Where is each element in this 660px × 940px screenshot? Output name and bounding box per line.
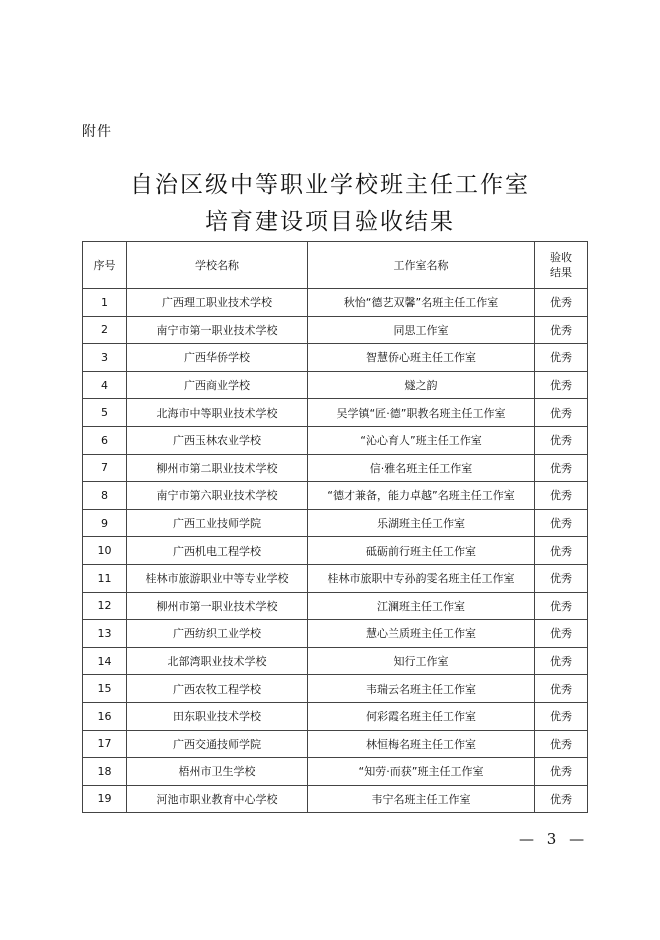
table-row — [83, 537, 588, 565]
cell-school: 梧州市卫生学校 — [127, 758, 308, 786]
cell-school: 广西机电工程学校 — [127, 537, 308, 565]
cell-result: 优秀 — [535, 675, 588, 703]
cell-result: 优秀 — [535, 564, 588, 592]
cell-result: 优秀 — [535, 620, 588, 648]
cell-no: 13 — [83, 620, 127, 648]
table-row — [83, 592, 588, 620]
cell-no: 8 — [83, 482, 127, 510]
table-row — [83, 730, 588, 758]
cell-result: 优秀 — [535, 344, 588, 372]
cell-no: 10 — [83, 537, 127, 565]
cell-studio: 桂林市旅职中专孙韵雯名班主任工作室 — [308, 564, 535, 592]
attachment-label: 附件 — [82, 124, 112, 140]
cell-result: 优秀 — [535, 537, 588, 565]
cell-result: 优秀 — [535, 426, 588, 454]
header-school: 学校名称 — [127, 242, 308, 289]
cell-studio: 砥砺前行班主任工作室 — [308, 537, 535, 565]
cell-school: 柳州市第一职业技术学校 — [127, 592, 308, 620]
document-title-line-1: 自治区级中等职业学校班主任工作室 — [130, 172, 530, 198]
cell-studio: 慧心兰质班主任工作室 — [308, 620, 535, 648]
cell-studio: 同思工作室 — [308, 316, 535, 344]
cell-result: 优秀 — [535, 758, 588, 786]
cell-school: 北海市中等职业技术学校 — [127, 399, 308, 427]
cell-school: 河池市职业教育中心学校 — [127, 785, 308, 813]
cell-no: 9 — [83, 509, 127, 537]
cell-studio: 何彩霞名班主任工作室 — [308, 702, 535, 730]
cell-studio: 信·雅名班主任工作室 — [308, 454, 535, 482]
cell-no: 17 — [83, 730, 127, 758]
cell-studio: 知行工作室 — [308, 647, 535, 675]
table-row — [83, 758, 588, 786]
cell-result: 优秀 — [535, 399, 588, 427]
table-row — [83, 482, 588, 510]
cell-no: 14 — [83, 647, 127, 675]
cell-no: 2 — [83, 316, 127, 344]
cell-result: 优秀 — [535, 647, 588, 675]
table-row — [83, 509, 588, 537]
table-row — [83, 454, 588, 482]
cell-result: 优秀 — [535, 454, 588, 482]
cell-studio: “沁心育人”班主任工作室 — [308, 426, 535, 454]
page-number: — 3 — — [519, 830, 589, 848]
cell-no: 5 — [83, 399, 127, 427]
header-result: 验收 结果 — [535, 242, 588, 289]
cell-school: 广西玉林农业学校 — [127, 426, 308, 454]
cell-result: 优秀 — [535, 482, 588, 510]
cell-result: 优秀 — [535, 371, 588, 399]
cell-no: 15 — [83, 675, 127, 703]
cell-result: 优秀 — [535, 702, 588, 730]
cell-studio: 智慧侨心班主任工作室 — [308, 344, 535, 372]
cell-school: 广西华侨学校 — [127, 344, 308, 372]
cell-school: 广西农牧工程学校 — [127, 675, 308, 703]
cell-no: 6 — [83, 426, 127, 454]
cell-result: 优秀 — [535, 289, 588, 317]
table-row — [83, 344, 588, 372]
cell-school: 广西交通技师学院 — [127, 730, 308, 758]
table-row — [83, 647, 588, 675]
cell-no: 1 — [83, 289, 127, 317]
cell-studio: 秋怡“德艺双馨”名班主任工作室 — [308, 289, 535, 317]
cell-no: 12 — [83, 592, 127, 620]
cell-studio: 韦瑞云名班主任工作室 — [308, 675, 535, 703]
table-header-row — [83, 242, 588, 289]
table-row — [83, 371, 588, 399]
cell-studio: “德才兼备，能力卓越”名班主任工作室 — [308, 482, 535, 510]
cell-school: 广西理工职业技术学校 — [127, 289, 308, 317]
table-row — [83, 564, 588, 592]
table-row — [83, 426, 588, 454]
cell-studio: 韦宁名班主任工作室 — [308, 785, 535, 813]
table-row — [83, 675, 588, 703]
cell-school: 田东职业技术学校 — [127, 702, 308, 730]
cell-studio: 吴学镇“匠·德”职教名班主任工作室 — [308, 399, 535, 427]
document-title-line-2: 培育建设项目验收结果 — [205, 209, 455, 235]
cell-no: 7 — [83, 454, 127, 482]
cell-result: 优秀 — [535, 785, 588, 813]
cell-no: 3 — [83, 344, 127, 372]
cell-school: 南宁市第六职业技术学校 — [127, 482, 308, 510]
cell-no: 19 — [83, 785, 127, 813]
header-studio: 工作室名称 — [308, 242, 535, 289]
cell-no: 18 — [83, 758, 127, 786]
results-table — [82, 241, 588, 813]
table-row — [83, 289, 588, 317]
cell-school: 广西纺织工业学校 — [127, 620, 308, 648]
cell-studio: “知劳·而获”班主任工作室 — [308, 758, 535, 786]
cell-school: 广西商业学校 — [127, 371, 308, 399]
cell-no: 11 — [83, 564, 127, 592]
table-row — [83, 785, 588, 813]
cell-result: 优秀 — [535, 509, 588, 537]
cell-school: 北部湾职业技术学校 — [127, 647, 308, 675]
cell-result: 优秀 — [535, 730, 588, 758]
table-row — [83, 316, 588, 344]
table-row — [83, 620, 588, 648]
cell-studio: 乐湖班主任工作室 — [308, 509, 535, 537]
cell-studio: 江澜班主任工作室 — [308, 592, 535, 620]
cell-school: 柳州市第二职业技术学校 — [127, 454, 308, 482]
cell-school: 南宁市第一职业技术学校 — [127, 316, 308, 344]
cell-result: 优秀 — [535, 316, 588, 344]
table-row — [83, 399, 588, 427]
cell-no: 4 — [83, 371, 127, 399]
header-no: 序号 — [83, 242, 127, 289]
table-row — [83, 702, 588, 730]
cell-no: 16 — [83, 702, 127, 730]
cell-school: 桂林市旅游职业中等专业学校 — [127, 564, 308, 592]
cell-studio: 燧之韵 — [308, 371, 535, 399]
cell-school: 广西工业技师学院 — [127, 509, 308, 537]
cell-result: 优秀 — [535, 592, 588, 620]
cell-studio: 林恒梅名班主任工作室 — [308, 730, 535, 758]
